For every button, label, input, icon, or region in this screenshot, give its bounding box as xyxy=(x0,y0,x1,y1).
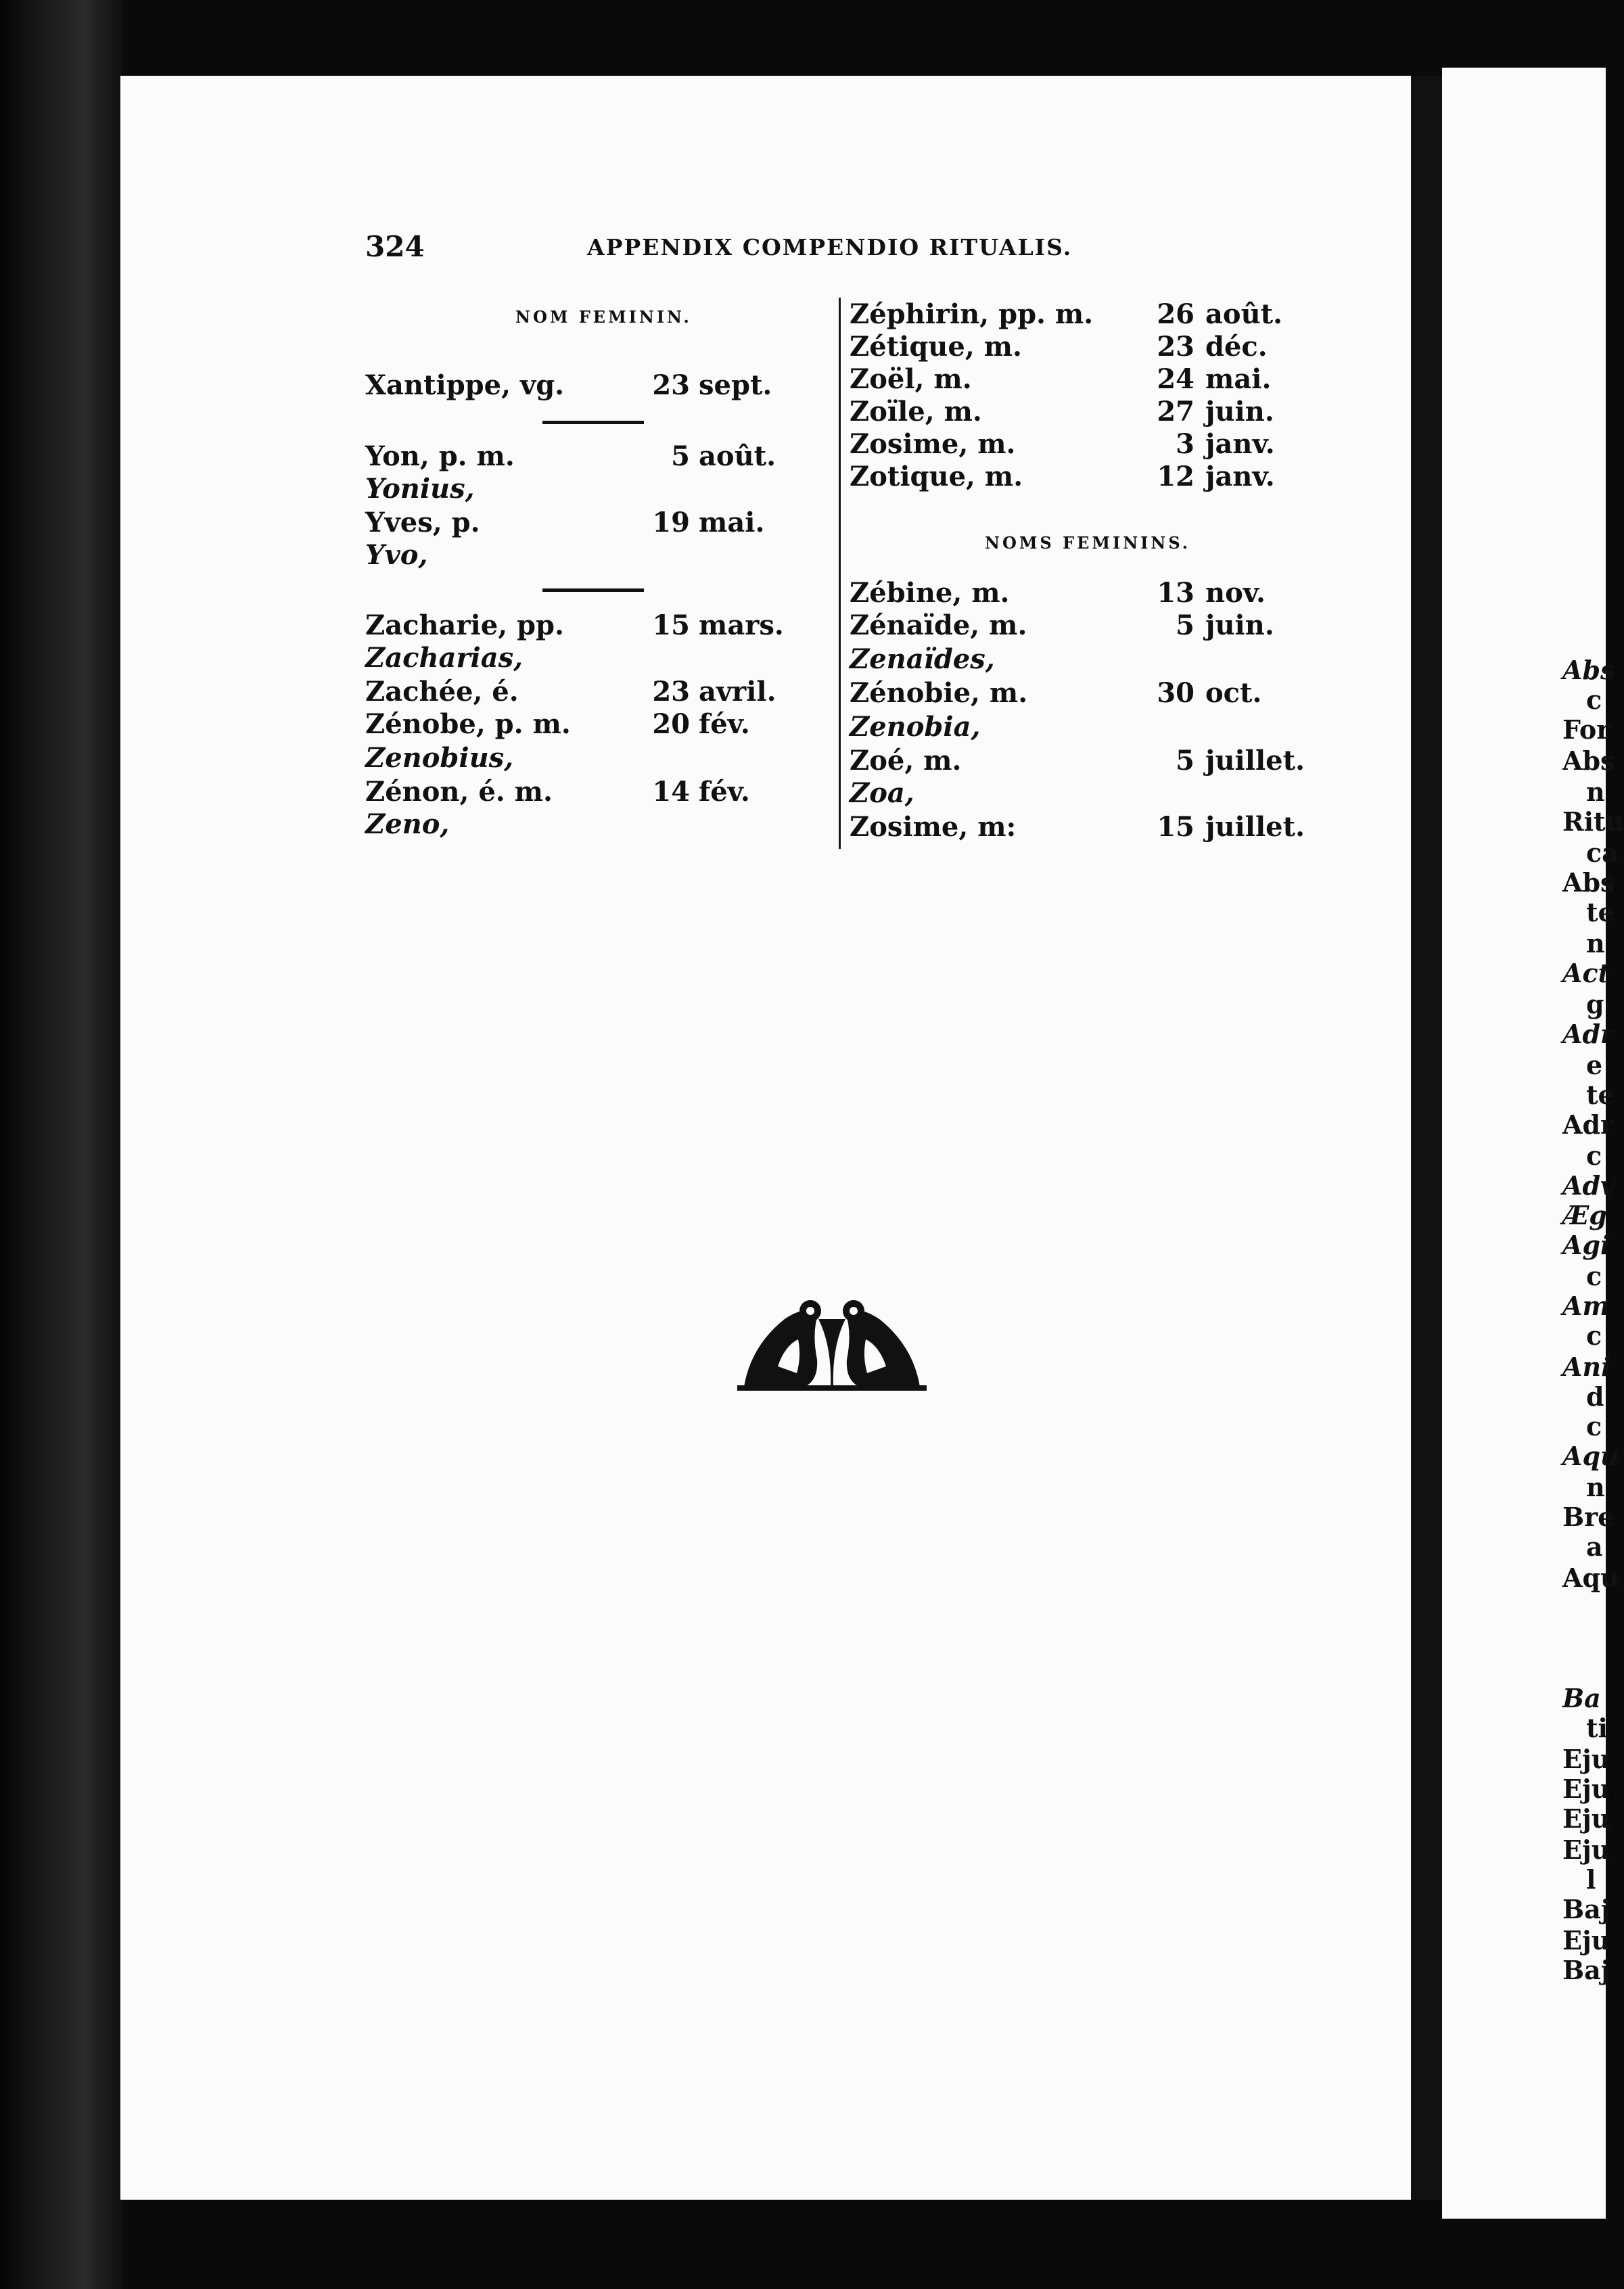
list-item xyxy=(850,810,1309,844)
fragment-line: Baj xyxy=(1562,1894,1610,1924)
fragment-line: te xyxy=(1586,897,1615,927)
fragment-line: c xyxy=(1586,1261,1602,1291)
entry-name: Zénobe, p. m. xyxy=(365,708,571,740)
fragment-line: Ani xyxy=(1562,1351,1611,1382)
page-number: 324 xyxy=(365,230,425,263)
fragment-line: d xyxy=(1586,1381,1604,1412)
fragment-line: e xyxy=(1586,1050,1603,1080)
section-title-nom-feminin: NOM FEMININ. xyxy=(515,307,692,327)
entry-day: 12 xyxy=(1157,461,1194,492)
entry-name: Xantippe, vg. xyxy=(365,369,565,401)
entry-month: août. xyxy=(1205,298,1283,330)
entry-latin-name: Yvo, xyxy=(365,539,428,571)
entry-month: juillet. xyxy=(1205,811,1305,843)
entry-day: 23 xyxy=(652,369,690,401)
list-item xyxy=(365,369,798,402)
entry-day: 15 xyxy=(652,609,690,641)
fragment-line: ti xyxy=(1586,1713,1608,1743)
entry-month: janv. xyxy=(1205,428,1275,460)
list-item xyxy=(365,472,798,506)
entry-name: Zéphirin, pp. m. xyxy=(850,298,1094,330)
list-item xyxy=(850,643,1309,676)
entry-month: juin. xyxy=(1205,609,1274,641)
fragment-line: c xyxy=(1586,685,1602,715)
fragment-line: Ritu xyxy=(1562,806,1624,837)
fragment-line: Baj xyxy=(1562,1955,1610,1985)
list-item xyxy=(850,609,1309,643)
fragment-line: Abs xyxy=(1562,745,1615,776)
entry-day: 3 xyxy=(1176,428,1194,460)
fragment-line: Aqu xyxy=(1562,1441,1619,1471)
list-item xyxy=(365,609,798,643)
separator-rule xyxy=(542,588,644,592)
fragment-line: Eju xyxy=(1562,1774,1610,1804)
entry-day: 5 xyxy=(671,440,690,472)
fragment-line: Abs xyxy=(1562,655,1615,685)
entry-latin-name: Zenobia, xyxy=(850,711,981,743)
entry-day: 26 xyxy=(1157,298,1194,330)
entry-name: Zénaïde, m. xyxy=(850,609,1027,641)
list-item xyxy=(365,538,798,572)
fragment-line: Eju xyxy=(1562,1834,1610,1865)
entry-name: Zosime, m: xyxy=(850,811,1017,843)
entry-name: Zébine, m. xyxy=(850,577,1010,609)
entry-day: 13 xyxy=(1157,577,1194,609)
book-spine xyxy=(0,0,122,2289)
fragment-line: Act xyxy=(1562,958,1610,988)
entry-month: fév. xyxy=(699,776,750,808)
list-item xyxy=(365,775,798,809)
entry-month: déc. xyxy=(1205,331,1268,363)
column-divider xyxy=(839,298,841,849)
entry-day: 23 xyxy=(1157,331,1194,363)
list-item xyxy=(850,460,1309,494)
entry-month: juillet. xyxy=(1205,745,1305,777)
fragment-line: c xyxy=(1586,1140,1602,1171)
entry-day: 30 xyxy=(1157,677,1194,709)
entry-name: Yves, p. xyxy=(365,507,480,538)
entry-day: 19 xyxy=(652,507,690,538)
list-item xyxy=(365,641,798,675)
entry-month: août. xyxy=(699,440,776,472)
list-item xyxy=(850,676,1309,710)
list-item xyxy=(365,741,798,775)
fragment-line: Eju xyxy=(1562,1925,1610,1956)
fragment-line: te xyxy=(1586,1080,1615,1110)
entry-name: Yon, p. m. xyxy=(365,440,515,472)
entry-latin-name: Zeno, xyxy=(365,808,450,840)
entry-name: Zotique, m. xyxy=(850,461,1023,492)
fragment-line: For xyxy=(1562,714,1610,745)
entry-month: oct. xyxy=(1205,677,1262,709)
entry-day: 24 xyxy=(1157,363,1194,395)
fragment-line: Abs xyxy=(1562,867,1615,898)
fragment-line: Ba xyxy=(1562,1683,1601,1713)
fragment-line: c xyxy=(1586,1320,1602,1351)
entry-latin-name: Zoa, xyxy=(850,777,914,809)
fragment-line: c xyxy=(1586,1411,1602,1441)
separator-rule xyxy=(542,421,644,424)
entry-name: Zétique, m. xyxy=(850,331,1022,363)
tailpiece-ornament-icon xyxy=(737,1292,927,1393)
fragment-line: Eju xyxy=(1562,1744,1610,1774)
list-item xyxy=(850,427,1309,461)
fragment-line: Adv xyxy=(1562,1170,1616,1201)
fragment-line: Adr xyxy=(1562,1019,1615,1049)
section-title-noms-feminins: NOMS FEMININS. xyxy=(985,533,1191,553)
entry-month: mai. xyxy=(1205,363,1272,395)
fragment-line: Eju xyxy=(1562,1803,1610,1834)
entry-month: sept. xyxy=(699,369,772,401)
running-title: APPENDIX COMPENDIO RITUALIS. xyxy=(587,234,1073,260)
list-item xyxy=(850,710,1309,744)
list-item xyxy=(365,506,798,540)
list-item xyxy=(850,395,1309,429)
fragment-line: n xyxy=(1586,928,1605,958)
entry-day: 5 xyxy=(1176,745,1194,777)
list-item xyxy=(365,708,798,741)
entry-day: 20 xyxy=(652,708,690,740)
entry-name: Zénon, é. m. xyxy=(365,776,553,808)
page-header xyxy=(365,230,1109,271)
fragment-line: g xyxy=(1586,989,1604,1019)
entry-day: 27 xyxy=(1157,396,1194,427)
fragment-line: Bre xyxy=(1562,1502,1615,1532)
fragment-line: Agi xyxy=(1562,1230,1610,1260)
list-item xyxy=(850,298,1309,331)
fragment-line: Aqu xyxy=(1562,1563,1619,1593)
entry-month: nov. xyxy=(1205,577,1266,609)
entry-name: Zacharie, pp. xyxy=(365,609,564,641)
entry-name: Zosime, m. xyxy=(850,428,1016,460)
list-item xyxy=(850,330,1309,364)
entry-month: mars. xyxy=(699,609,784,641)
list-item xyxy=(850,576,1309,610)
entry-name: Zénobie, m. xyxy=(850,677,1028,709)
fragment-line: l xyxy=(1586,1864,1596,1895)
entry-latin-name: Zacharias, xyxy=(365,642,524,674)
list-item xyxy=(850,777,1309,810)
fragment-line: a xyxy=(1586,1531,1603,1562)
list-item xyxy=(365,440,798,473)
list-item xyxy=(365,808,798,841)
entry-day: 14 xyxy=(652,776,690,808)
fragment-line: Adr xyxy=(1562,1109,1615,1140)
entry-month: mai. xyxy=(699,507,765,538)
entry-month: juin. xyxy=(1205,396,1274,427)
entry-day: 15 xyxy=(1157,811,1194,843)
entry-day: 5 xyxy=(1176,609,1194,641)
entry-latin-name: Zenaïdes, xyxy=(850,643,995,675)
entry-name: Zachée, é. xyxy=(365,676,519,708)
page-gutter xyxy=(1411,76,1442,2200)
fragment-line: Am xyxy=(1562,1291,1610,1321)
entry-name: Zoël, m. xyxy=(850,363,972,395)
list-item xyxy=(850,744,1309,778)
entry-name: Zoïle, m. xyxy=(850,396,982,427)
fragment-line: n xyxy=(1586,777,1605,807)
list-item xyxy=(365,675,798,709)
entry-name: Zoé, m. xyxy=(850,745,962,777)
entry-day: 23 xyxy=(652,676,690,708)
fragment-line: n xyxy=(1586,1472,1605,1502)
entry-month: janv. xyxy=(1205,461,1275,492)
entry-latin-name: Zenobius, xyxy=(365,742,514,774)
fragment-line: Æg xyxy=(1562,1200,1607,1230)
entry-month: avril. xyxy=(699,676,776,708)
fragment-line: ca xyxy=(1586,837,1619,868)
entry-latin-name: Yonius, xyxy=(365,473,475,505)
entry-month: fév. xyxy=(699,708,750,740)
list-item xyxy=(850,363,1309,396)
